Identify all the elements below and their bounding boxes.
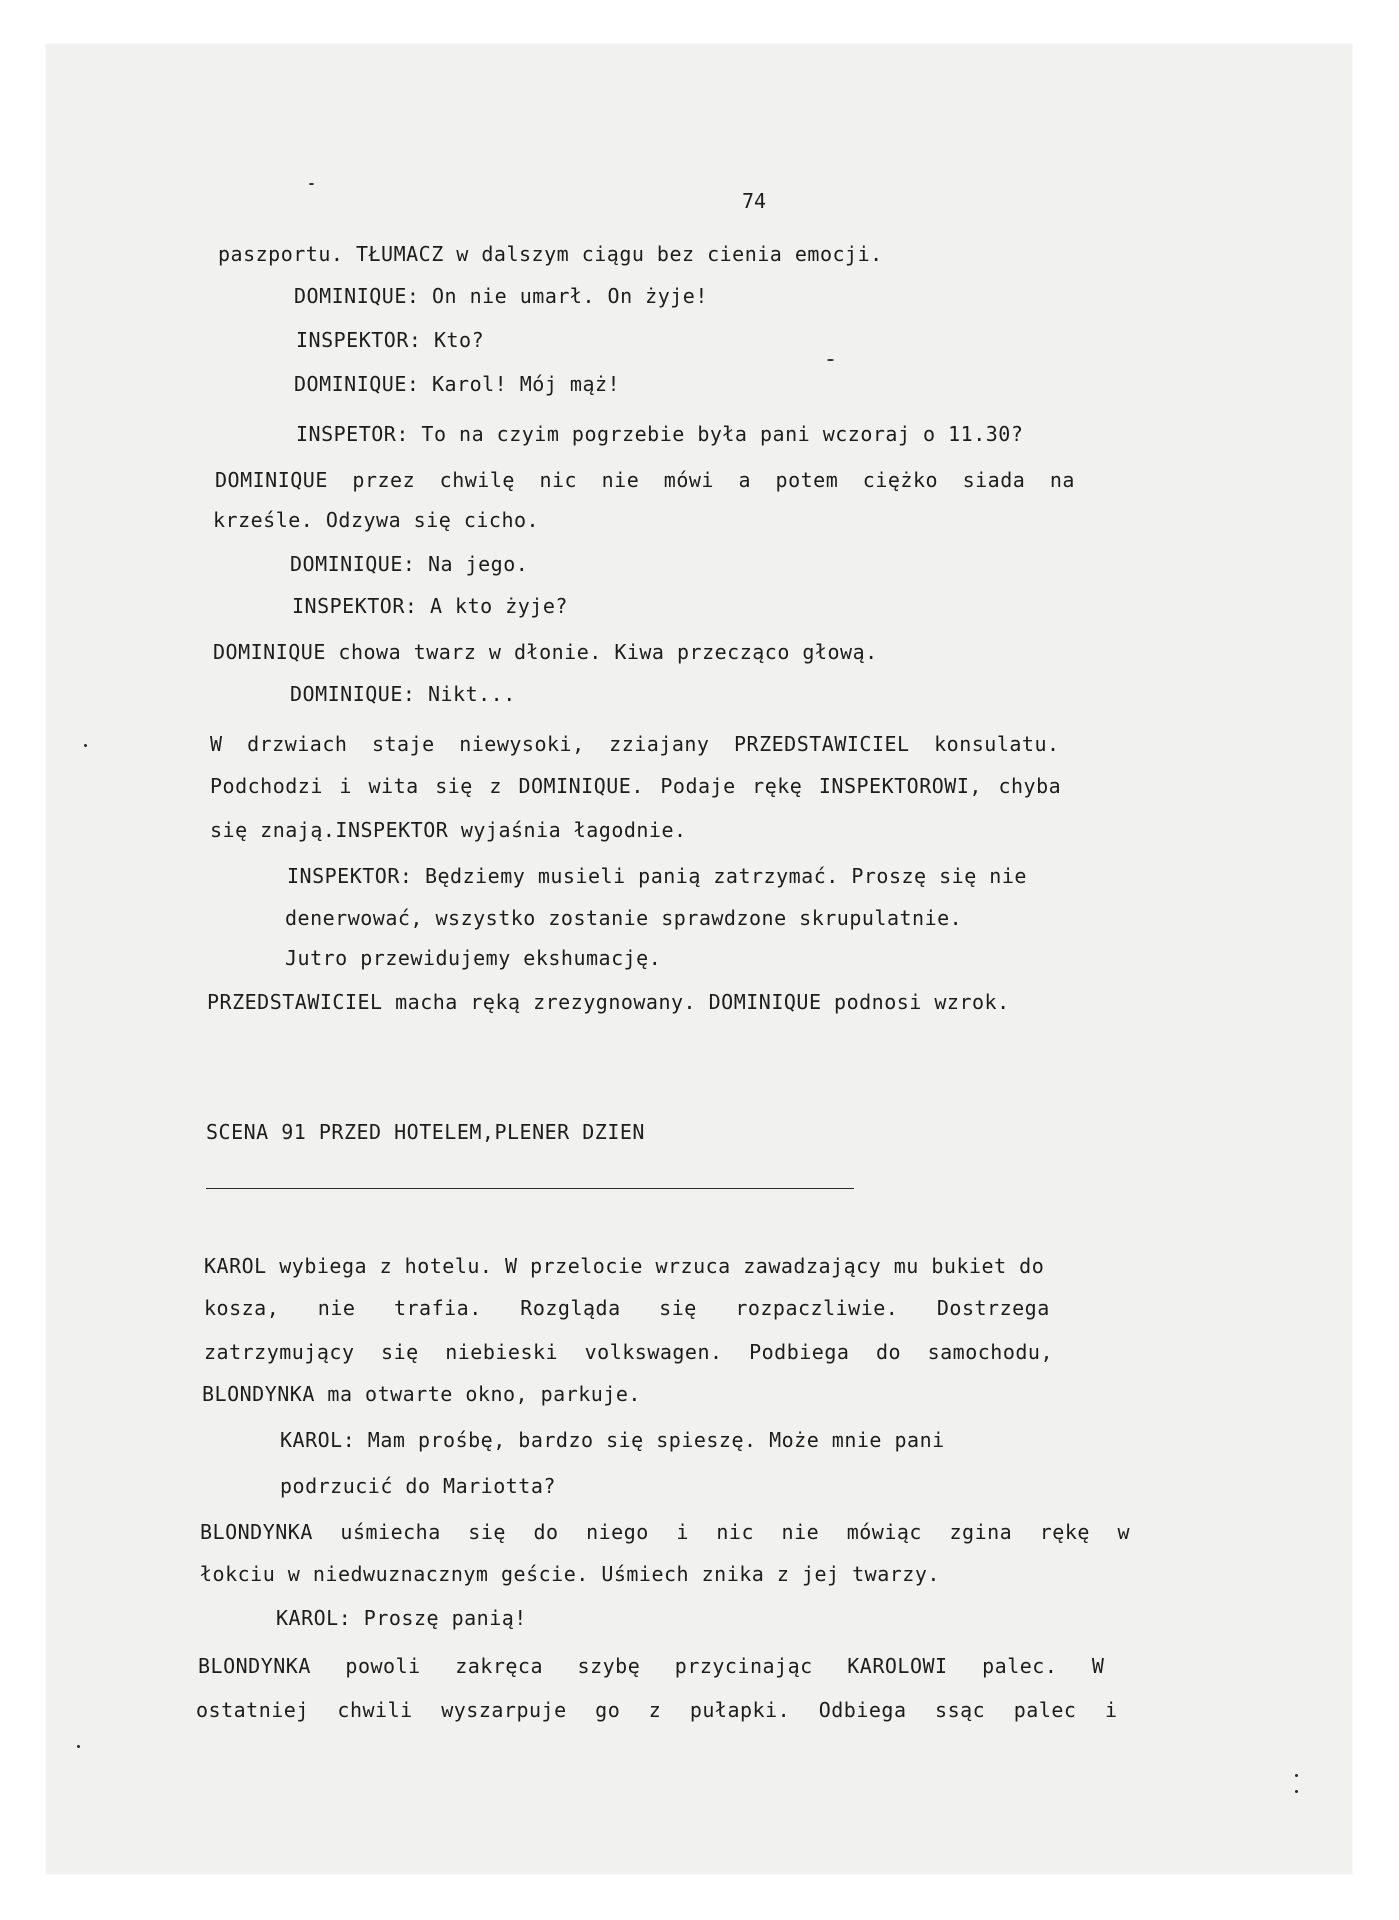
text-line: DOMINIQUE: Na jego. xyxy=(290,552,529,576)
document-page xyxy=(46,44,1352,1874)
text-line: KAROL wybiega z hotelu. W przelocie wrzuca zawadzający mu bukiet do xyxy=(204,1254,1045,1278)
text-line: DOMINIQUE: Nikt... xyxy=(290,682,516,706)
text-line: INSPEKTOR: Kto? xyxy=(296,328,485,352)
text-line: ostatniej chwili wyszarpuje go z pułapki. Odbiega ssąc palec i xyxy=(196,1698,1118,1722)
text-line: zatrzymujący się niebieski volkswagen. Podbiega do samochodu, xyxy=(204,1340,1054,1364)
text-line: BLONDYNKA uśmiecha się do niego i nic nie mówiąc zgina rękę w xyxy=(200,1520,1131,1544)
scan-speck xyxy=(1295,1790,1298,1793)
scan-speck xyxy=(84,744,87,747)
text-line: łokciu w niedwuznacznym geście. Uśmiech znika z jej twarzy. xyxy=(200,1562,940,1586)
text-line: BLONDYNKA ma otwarte okno, parkuje. xyxy=(202,1382,641,1406)
text-line: KAROL: Proszę panią! xyxy=(276,1606,527,1630)
text-line: BLONDYNKA powoli zakręca szybę przycinając KAROLOWI palec. W xyxy=(198,1654,1105,1678)
scene-heading: SCENA 91 PRZED HOTELEM,PLENER DZIEN xyxy=(206,1120,645,1144)
text-line: podrzucić do Mariotta? xyxy=(280,1474,556,1498)
text-line: denerwować, wszystko zostanie sprawdzone skrupulatnie. xyxy=(285,906,963,930)
text-line: się znają.INSPEKTOR wyjaśnia łagodnie. xyxy=(210,818,687,842)
text-line: DOMINIQUE chowa twarz w dłonie. Kiwa przecząco głową. xyxy=(213,640,878,664)
scan-speck xyxy=(1295,1774,1298,1777)
text-line: W drzwiach staje niewysoki, zziajany PRZEDSTAWICIEL konsulatu. xyxy=(210,732,1060,756)
scan-speck xyxy=(77,1745,80,1748)
heading-underline xyxy=(206,1188,854,1189)
text-line: INSPEKTOR: A kto żyje? xyxy=(292,594,568,618)
text-line: kosza, nie trafia. Rozgląda się rozpaczliwie. Dostrzega xyxy=(204,1296,1050,1320)
text-line: DOMINIQUE: Karol! Mój mąż! xyxy=(294,372,621,396)
text-line: paszportu. TŁUMACZ w dalszym ciągu bez cienia emocji. xyxy=(218,242,883,266)
scan-speck xyxy=(309,183,314,185)
text-line: INSPEKTOR: Będziemy musieli panią zatrzymać. Proszę się nie xyxy=(287,864,1027,888)
text-line: DOMINIQUE: On nie umarł. On żyje! xyxy=(294,284,708,308)
text-line: krześle. Odzywa się cicho. xyxy=(213,508,540,532)
text-line: DOMINIQUE przez chwilę nic nie mówi a potem ciężko siada na xyxy=(215,468,1075,492)
text-line: Podchodzi i wita się z DOMINIQUE. Podaje rękę INSPEKTOROWI, chyba xyxy=(210,774,1062,798)
scan-speck xyxy=(827,359,834,361)
text-line: PRZEDSTAWICIEL macha ręką zrezygnowany. DOMINIQUE podnosi wzrok. xyxy=(207,990,1010,1014)
text-line: Jutro przewidujemy ekshumację. xyxy=(285,946,662,970)
page-number: 74 xyxy=(742,189,767,213)
text-line: KAROL: Mam prośbę, bardzo się spieszę. Może mnie pani xyxy=(280,1428,945,1452)
text-line: INSPETOR: To na czyim pogrzebie była pani wczoraj o 11.30? xyxy=(296,422,1024,446)
